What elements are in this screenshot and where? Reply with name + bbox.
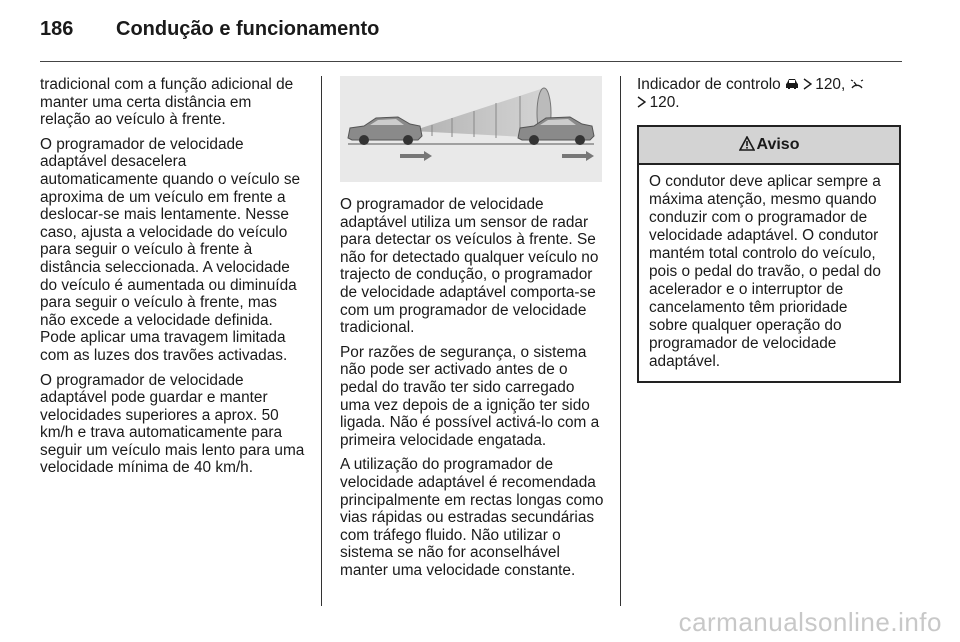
page-ref-arrow-icon[interactable]: [803, 77, 816, 92]
direction-arrow-icon: [400, 151, 432, 161]
column-3: [637, 76, 903, 383]
chapter-title: Condução e funcionamento: [116, 18, 380, 40]
warning-box: [637, 125, 901, 383]
indicator-text: Indicador de controlo: [637, 76, 781, 93]
page-number: 186: [40, 18, 74, 40]
column-divider-2: [620, 76, 621, 606]
paragraph: O programador de velocidade adaptável utiliza um sensor de radar para detectar os veículos à frente. Se não for detectado qualquer veículo no trajecto de condução, o programador de velocidade adaptável comporta-se com um programador de velocidade tradicional.: [340, 196, 599, 337]
direction-arrow-icon: [562, 151, 594, 161]
paragraph: tradicional com a função adicional de manter uma certa distância em relação ao veículo à frente.: [40, 76, 294, 129]
page-header: [40, 18, 379, 48]
acc-radar-illustration: [340, 76, 602, 182]
column-1: [40, 76, 306, 484]
paragraph: Por razões de segurança, o sistema não pode ser activado antes de o pedal do travão ter sido carregado uma vez depois de a ignição ter sido ligada. Não é possível activá-lo com a primeira velocidade engatada.: [340, 343, 600, 449]
rear-car-icon: [348, 117, 422, 145]
page-reference[interactable]: 120.: [649, 93, 680, 111]
column-divider-1: [321, 76, 322, 606]
page-reference[interactable]: 120,: [815, 76, 846, 93]
paragraph: O programador de velocidade adaptável pode guardar e manter velocidades superiores a aprox. 50 km/h e trava automaticamente para seguir um veículo mais lento para uma velocidade mínima de 40 km/h.: [40, 371, 305, 477]
warning-body: O condutor deve aplicar sempre a máxima atenção, mesmo quando conduzir com o programador de velocidade adaptável. O condutor mantém total controlo do veículo, pois o pedal do travão, o pedal do acelerador e o interruptor de cancelamento têm prioridade sobre qualquer operação do programador de velocidade adaptável.: [649, 173, 881, 371]
watermark: carmanualsonline.info: [678, 607, 942, 637]
control-indicator-ref: [637, 76, 903, 111]
car-front-icon: [785, 77, 803, 92]
warning-triangle-icon: [739, 136, 755, 154]
paragraph: A utilização do programador de velocidade adaptável é recomendada principalmente em rectas longas como vias rápidas ou estradas secundárias com tráfego fluido. Não utilizar o sistema se não for aconselhável manter uma velocidade constante.: [340, 456, 604, 579]
radar-gauge-icon: [850, 77, 864, 92]
header-rule: [40, 61, 902, 62]
warning-header: [639, 127, 899, 165]
paragraph: O programador de velocidade adaptável desacelera automaticamente quando o veículo se aproxima de um veículo em frente a deslocar-se mais lentamente. Nesse caso, ajusta a velocidade do veículo para seguir o veículo à frente à distância seleccionada. A velocidade do veículo é aumentada ou diminuída para seguir o veículo à frente, mas não excede a velocidade definida. Pode aplicar uma travagem limitada com as luzes dos travões activadas.: [40, 135, 301, 364]
warning-title: Aviso: [756, 136, 800, 154]
page-ref-arrow-icon[interactable]: [637, 95, 650, 110]
column-2: [340, 76, 606, 586]
